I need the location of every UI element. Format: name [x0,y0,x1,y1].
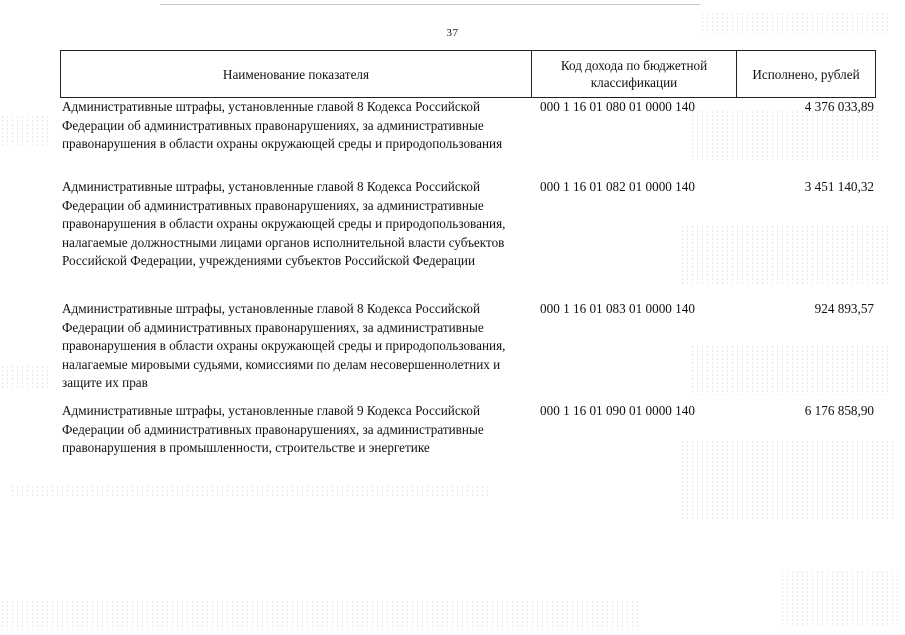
scan-noise [0,115,50,145]
table-row [62,178,876,300]
scan-noise [10,485,490,497]
header-code: Код дохода по бюджетной классификации [532,51,737,97]
top-scan-line [160,4,700,5]
row-name: Административные штрафы, установленные главой 8 Кодекса Российской Федерации об административных правонарушениях, за административные правонарушения в области охраны окружающей среды и природопользования [62,99,503,152]
row-amount: 3 451 140,32 [804,179,874,194]
row-code: 000 1 16 01 090 01 0000 140 [540,403,695,418]
row-amount: 4 376 033,89 [804,99,874,114]
row-code: 000 1 16 01 082 01 0000 140 [540,179,695,194]
header-name: Наименование показателя [61,51,532,97]
row-name: Административные штрафы, установленные главой 8 Кодекса Российской Федерации об административных правонарушениях, за административные правонарушения в области охраны окружающей среды и природопользования, налагаемые мировыми судьями, комиссиями по делам несовершеннолетних и защите их прав [62,301,506,391]
table-row [62,402,876,482]
table-row [62,98,876,178]
row-code: 000 1 16 01 083 01 0000 140 [540,301,695,316]
row-amount: 924 893,57 [814,301,874,316]
scan-noise [780,570,900,625]
table-row [62,300,876,402]
header-amount: Исполнено, рублей [752,66,860,82]
scan-noise [0,365,50,390]
row-amount: 6 176 858,90 [804,403,874,418]
row-name: Административные штрафы, установленные главой 9 Кодекса Российской Федерации об административных правонарушениях, за административные правонарушения в промышленности, строительстве и энергетике [62,403,484,456]
table-header [60,50,876,98]
row-name: Административные штрафы, установленные главой 8 Кодекса Российской Федерации об административных правонарушениях, за административные правонарушения в области охраны окружающей среды и природопользования, налагаемые должностными лицами органов исполнительной власти субъектов Российской Федерации, учреждениями субъектов Российской Федерации [62,179,506,269]
page-number: 37 [446,27,459,39]
table-body [62,98,876,482]
scan-noise [0,600,640,630]
row-code: 000 1 16 01 080 01 0000 140 [540,99,695,114]
